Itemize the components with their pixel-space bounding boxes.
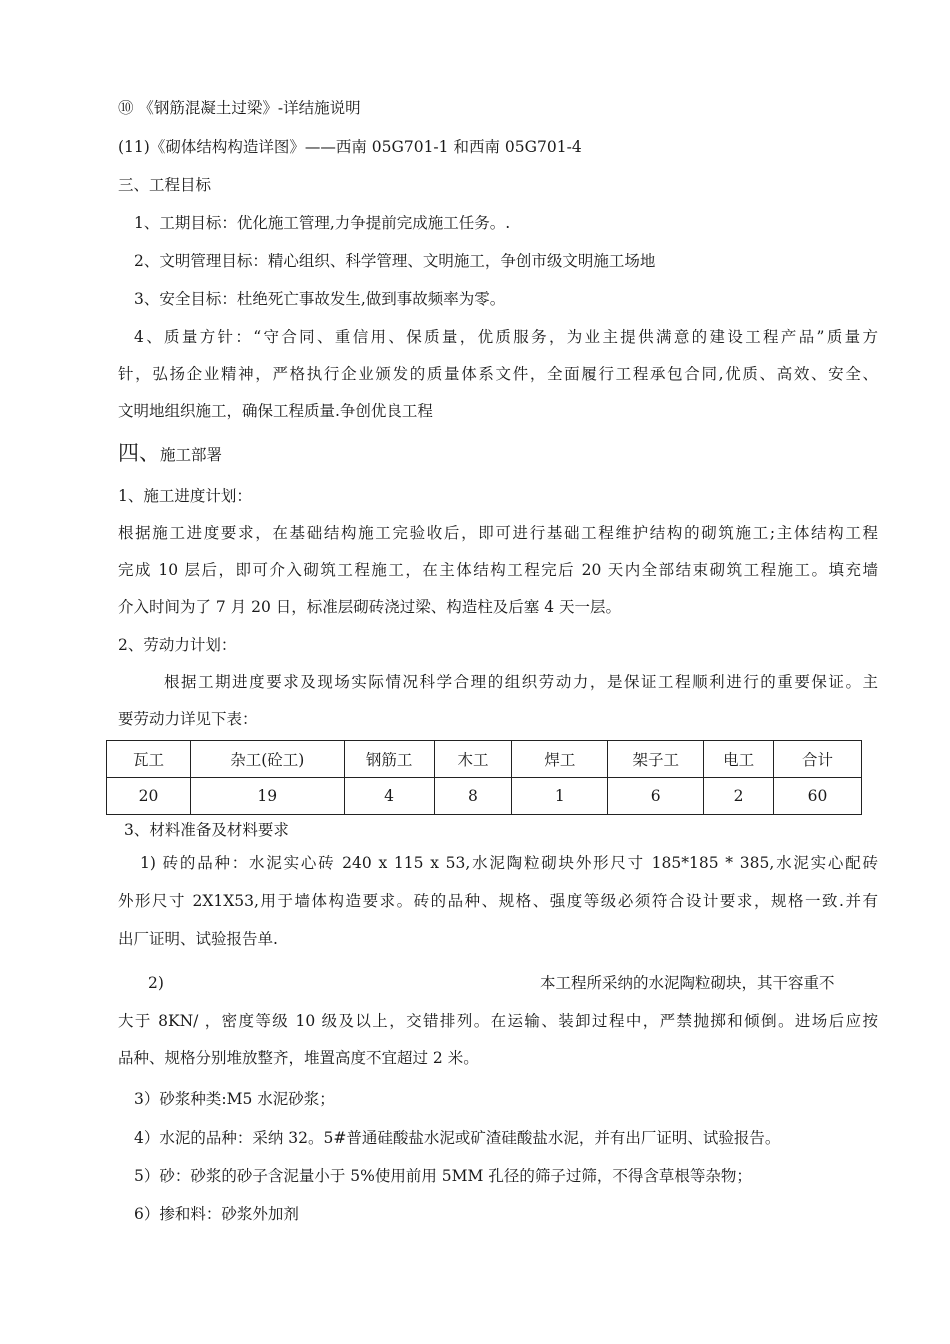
section-4-title	[118, 443, 222, 465]
goal-quality-line-2: 针，弘扬企业精神，严格执行企业颁发的质量体系文件，全面履行工程承包合同,优质、高效、安全、	[118, 365, 878, 383]
header-cell-carpenters: 木工	[434, 741, 512, 778]
goal-safety: 3、安全目标：杜绝死亡事故发生,做到事故频率为零。	[134, 290, 506, 308]
section-4-number: 四、	[118, 441, 160, 465]
value-cell-laborers: 19	[190, 778, 344, 815]
reference-item-10: ⑩ 《钢筋混凝土过梁》-详结施说明	[118, 99, 361, 117]
labor-table-header-row	[107, 741, 862, 778]
block-line-2: 大于 8KN/ ，密度等级 10 级及以上，交错排列。在运输、装卸过程中，严禁抛掷和倾倒。进场后应按	[118, 1012, 878, 1030]
header-cell-rebar: 钢筋工	[344, 741, 434, 778]
labor-plan-line-2: 要劳动力详见下表：	[118, 710, 258, 728]
header-cell-welders: 焊工	[512, 741, 608, 778]
schedule-plan-title: 1、施工进度计划：	[118, 487, 252, 505]
block-line-1: 本工程所采纳的水泥陶粒砌块，其干容重不	[540, 974, 835, 992]
header-cell-electricians: 电工	[704, 741, 774, 778]
value-cell-carpenters: 8	[434, 778, 512, 815]
value-cell-rebar: 4	[344, 778, 434, 815]
header-cell-scaffolders: 架子工	[608, 741, 704, 778]
schedule-plan-line-1: 根据施工进度要求，在基础结构施工完验收后，即可进行基础工程维护结构的砌筑施工;主体结构工程	[118, 524, 878, 542]
cement-type: 4）水泥的品种：采纳 32。5#普通硅酸盐水泥或矿渣硅酸盐水泥，并有出厂证明、试验报告。	[134, 1129, 781, 1147]
goal-quality-line-1: 4、质量方针：“守合同、重信用、保质量，优质服务，为业主提供满意的建设工程产品”质量方	[134, 328, 878, 346]
block-item-number: 2)	[148, 974, 164, 992]
header-cell-laborers: 杂工(砼工)	[190, 741, 344, 778]
goal-civilized-management: 2、文明管理目标：精心组织、科学管理、文明施工，争创市级文明施工场地	[134, 252, 656, 270]
value-cell-electricians: 2	[704, 778, 774, 815]
section-4-text: 施工部署	[160, 446, 223, 464]
admixture: 6）掺和料：砂浆外加剂	[134, 1205, 299, 1223]
mortar-type: 3）砂浆种类:M5 水泥砂浆；	[134, 1090, 335, 1108]
value-cell-total: 60	[774, 778, 862, 815]
labor-plan-title: 2、劳动力计划：	[118, 636, 237, 654]
labor-plan-line-1: 根据工期进度要求及现场实际情况科学合理的组织劳动力，是保证工程顺利进行的重要保证。主	[164, 673, 878, 691]
sand-requirement: 5）砂：砂浆的砂子含泥量小于 5%使用前用 5MM 孔径的筛子过筛，不得含草根等杂物；	[134, 1167, 752, 1185]
brick-type-line-3: 出厂证明、试验报告单.	[118, 930, 278, 948]
labor-table-value-row	[107, 778, 862, 815]
section-3-title: 三、工程目标	[118, 176, 212, 194]
labor-table	[106, 740, 862, 815]
header-cell-total: 合计	[774, 741, 862, 778]
goal-quality-line-3: 文明地组织施工，确保工程质量.争创优良工程	[118, 402, 433, 420]
block-line-3: 品种、规格分别堆放整齐，堆置高度不宜超过 2 米。	[118, 1049, 479, 1067]
value-cell-masons: 20	[107, 778, 191, 815]
brick-type-line-2: 外形尺寸 2X1X53,用于墙体构造要求。砖的品种、规格、强度等级必须符合设计要求，规格一致.并有	[118, 892, 878, 910]
schedule-plan-line-3: 介入时间为了 7 月 20 日，标准层砌砖浇过梁、构造柱及后塞 4 天一层。	[118, 598, 622, 616]
brick-type-line-1: 1) 砖的品种：水泥实心砖 240 x 115 x 53,水泥陶粒砌块外形尺寸 185*185 * 385,水泥实心配砖	[140, 854, 878, 872]
reference-item-11: (11)《砌体结构构造详图》——西南 05G701-1 和西南 05G701-4	[118, 138, 582, 156]
value-cell-scaffolders: 6	[608, 778, 704, 815]
header-cell-masons: 瓦工	[107, 741, 191, 778]
goal-schedule: 1、工期目标：优化施工管理,力争提前完成施工任务。.	[134, 214, 511, 232]
schedule-plan-line-2: 完成 10 层后，即可介入砌筑工程施工，在主体结构工程完后 20 天内全部结束砌筑工程施工。填充墙	[118, 561, 878, 579]
value-cell-welders: 1	[512, 778, 608, 815]
materials-title: 3、材料准备及材料要求	[124, 821, 289, 839]
